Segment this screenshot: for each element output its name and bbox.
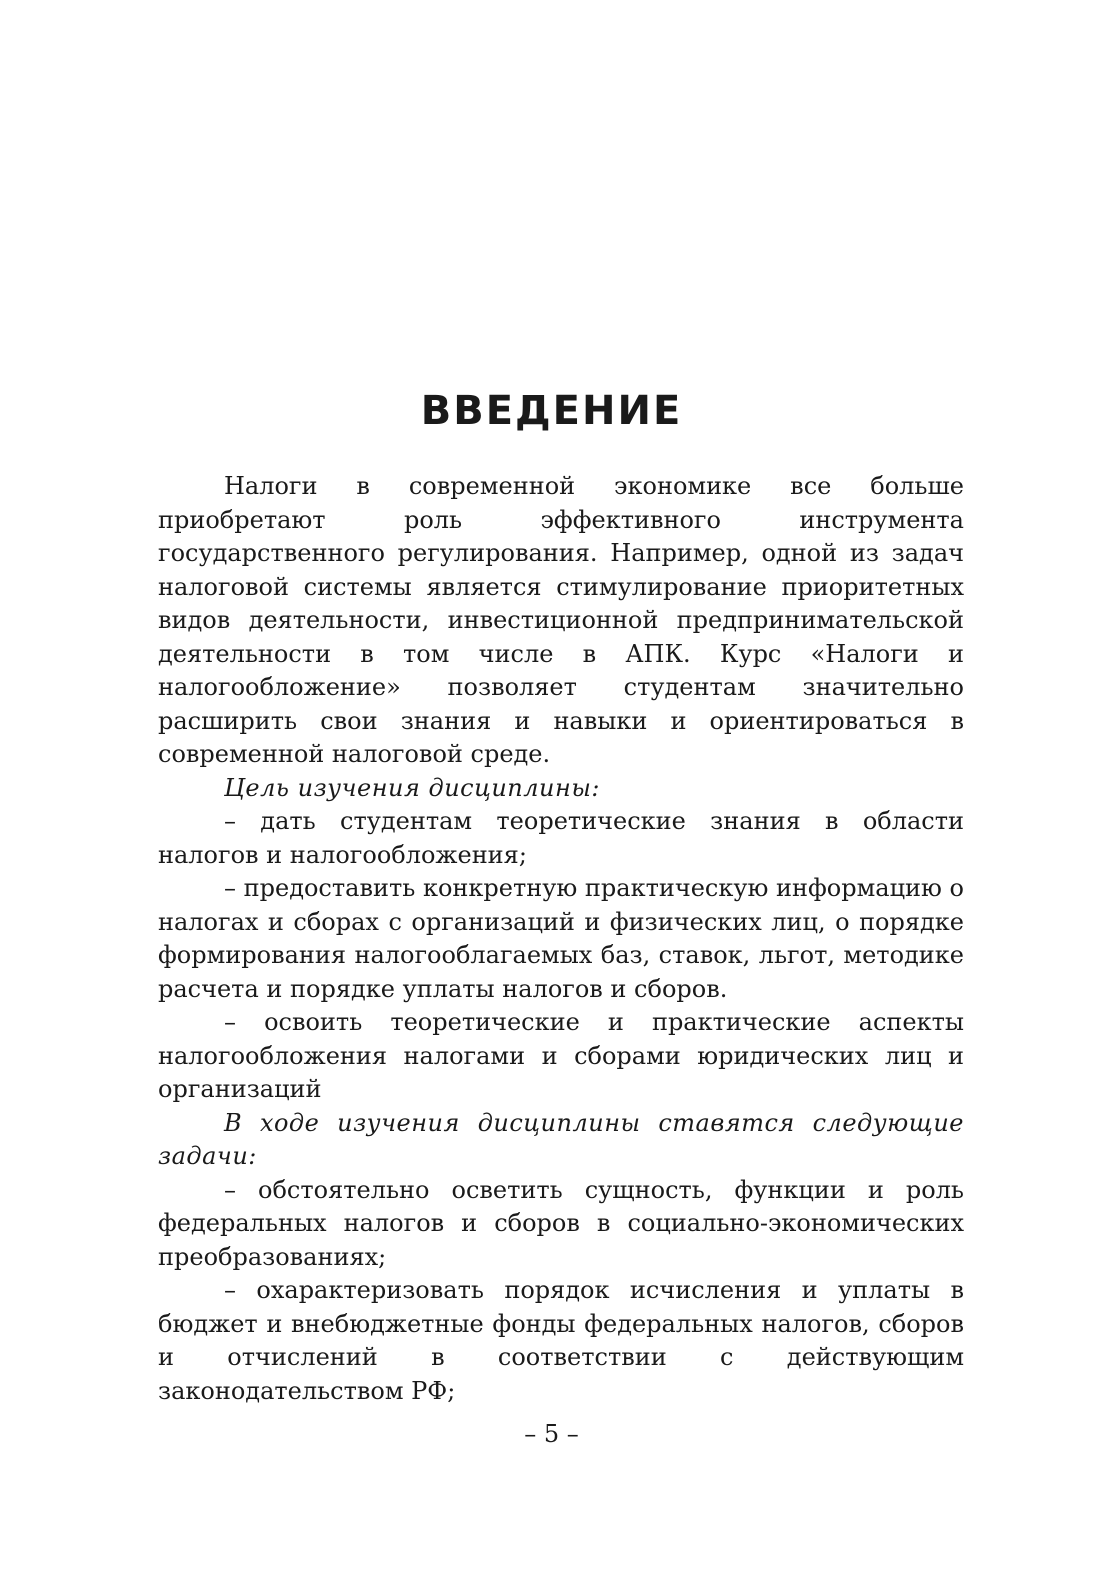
page-title: ВВЕДЕНИЕ: [420, 388, 683, 434]
goal-item: – освоить теоретические и практические аспекты налогообложения налогами и сборами юридических лиц и организаций: [158, 1008, 964, 1103]
body-text: [158, 470, 964, 1408]
goal-item: – дать студентам теоретические знания в области налогов и налогообложения;: [158, 807, 964, 869]
tasks-heading: В ходе изучения дисциплины ставятся следующие задачи:: [158, 1108, 964, 1170]
task-item: – охарактеризовать порядок исчисления и уплаты в бюджет и внебюджетные фонды федеральных налогов, сборов и отчислений в соответствии с действующим законодательством РФ;: [158, 1276, 964, 1405]
intro-paragraph: Налоги в современной экономике все больше приобретают роль эффективного инструмента государственного регулирования. Например, одной из задач налоговой системы является стимулирование приоритетных видов деятельности, инвестиционной предпринимательской деятельности в том числе в АПК. Курс «Налоги и налогообложение» позволяет студентам значительно расширить свои знания и навыки и ориентироваться в современной налоговой среде.: [158, 472, 964, 768]
task-item: – обстоятельно осветить сущность, функции и роль федеральных налогов и сборов в социально-экономических преобразованиях;: [158, 1175, 964, 1271]
page-number: – 5 –: [524, 1420, 579, 1448]
goal-heading: Цель изучения дисциплины:: [224, 773, 600, 802]
goal-item: – предоставить конкретную практическую информацию о налогах и сборах с организаций и физических лиц, о порядке формирования налогооблагаемых баз, ставок, льгот, методике расчета и порядке уплаты налогов и сборов.: [158, 874, 964, 1003]
